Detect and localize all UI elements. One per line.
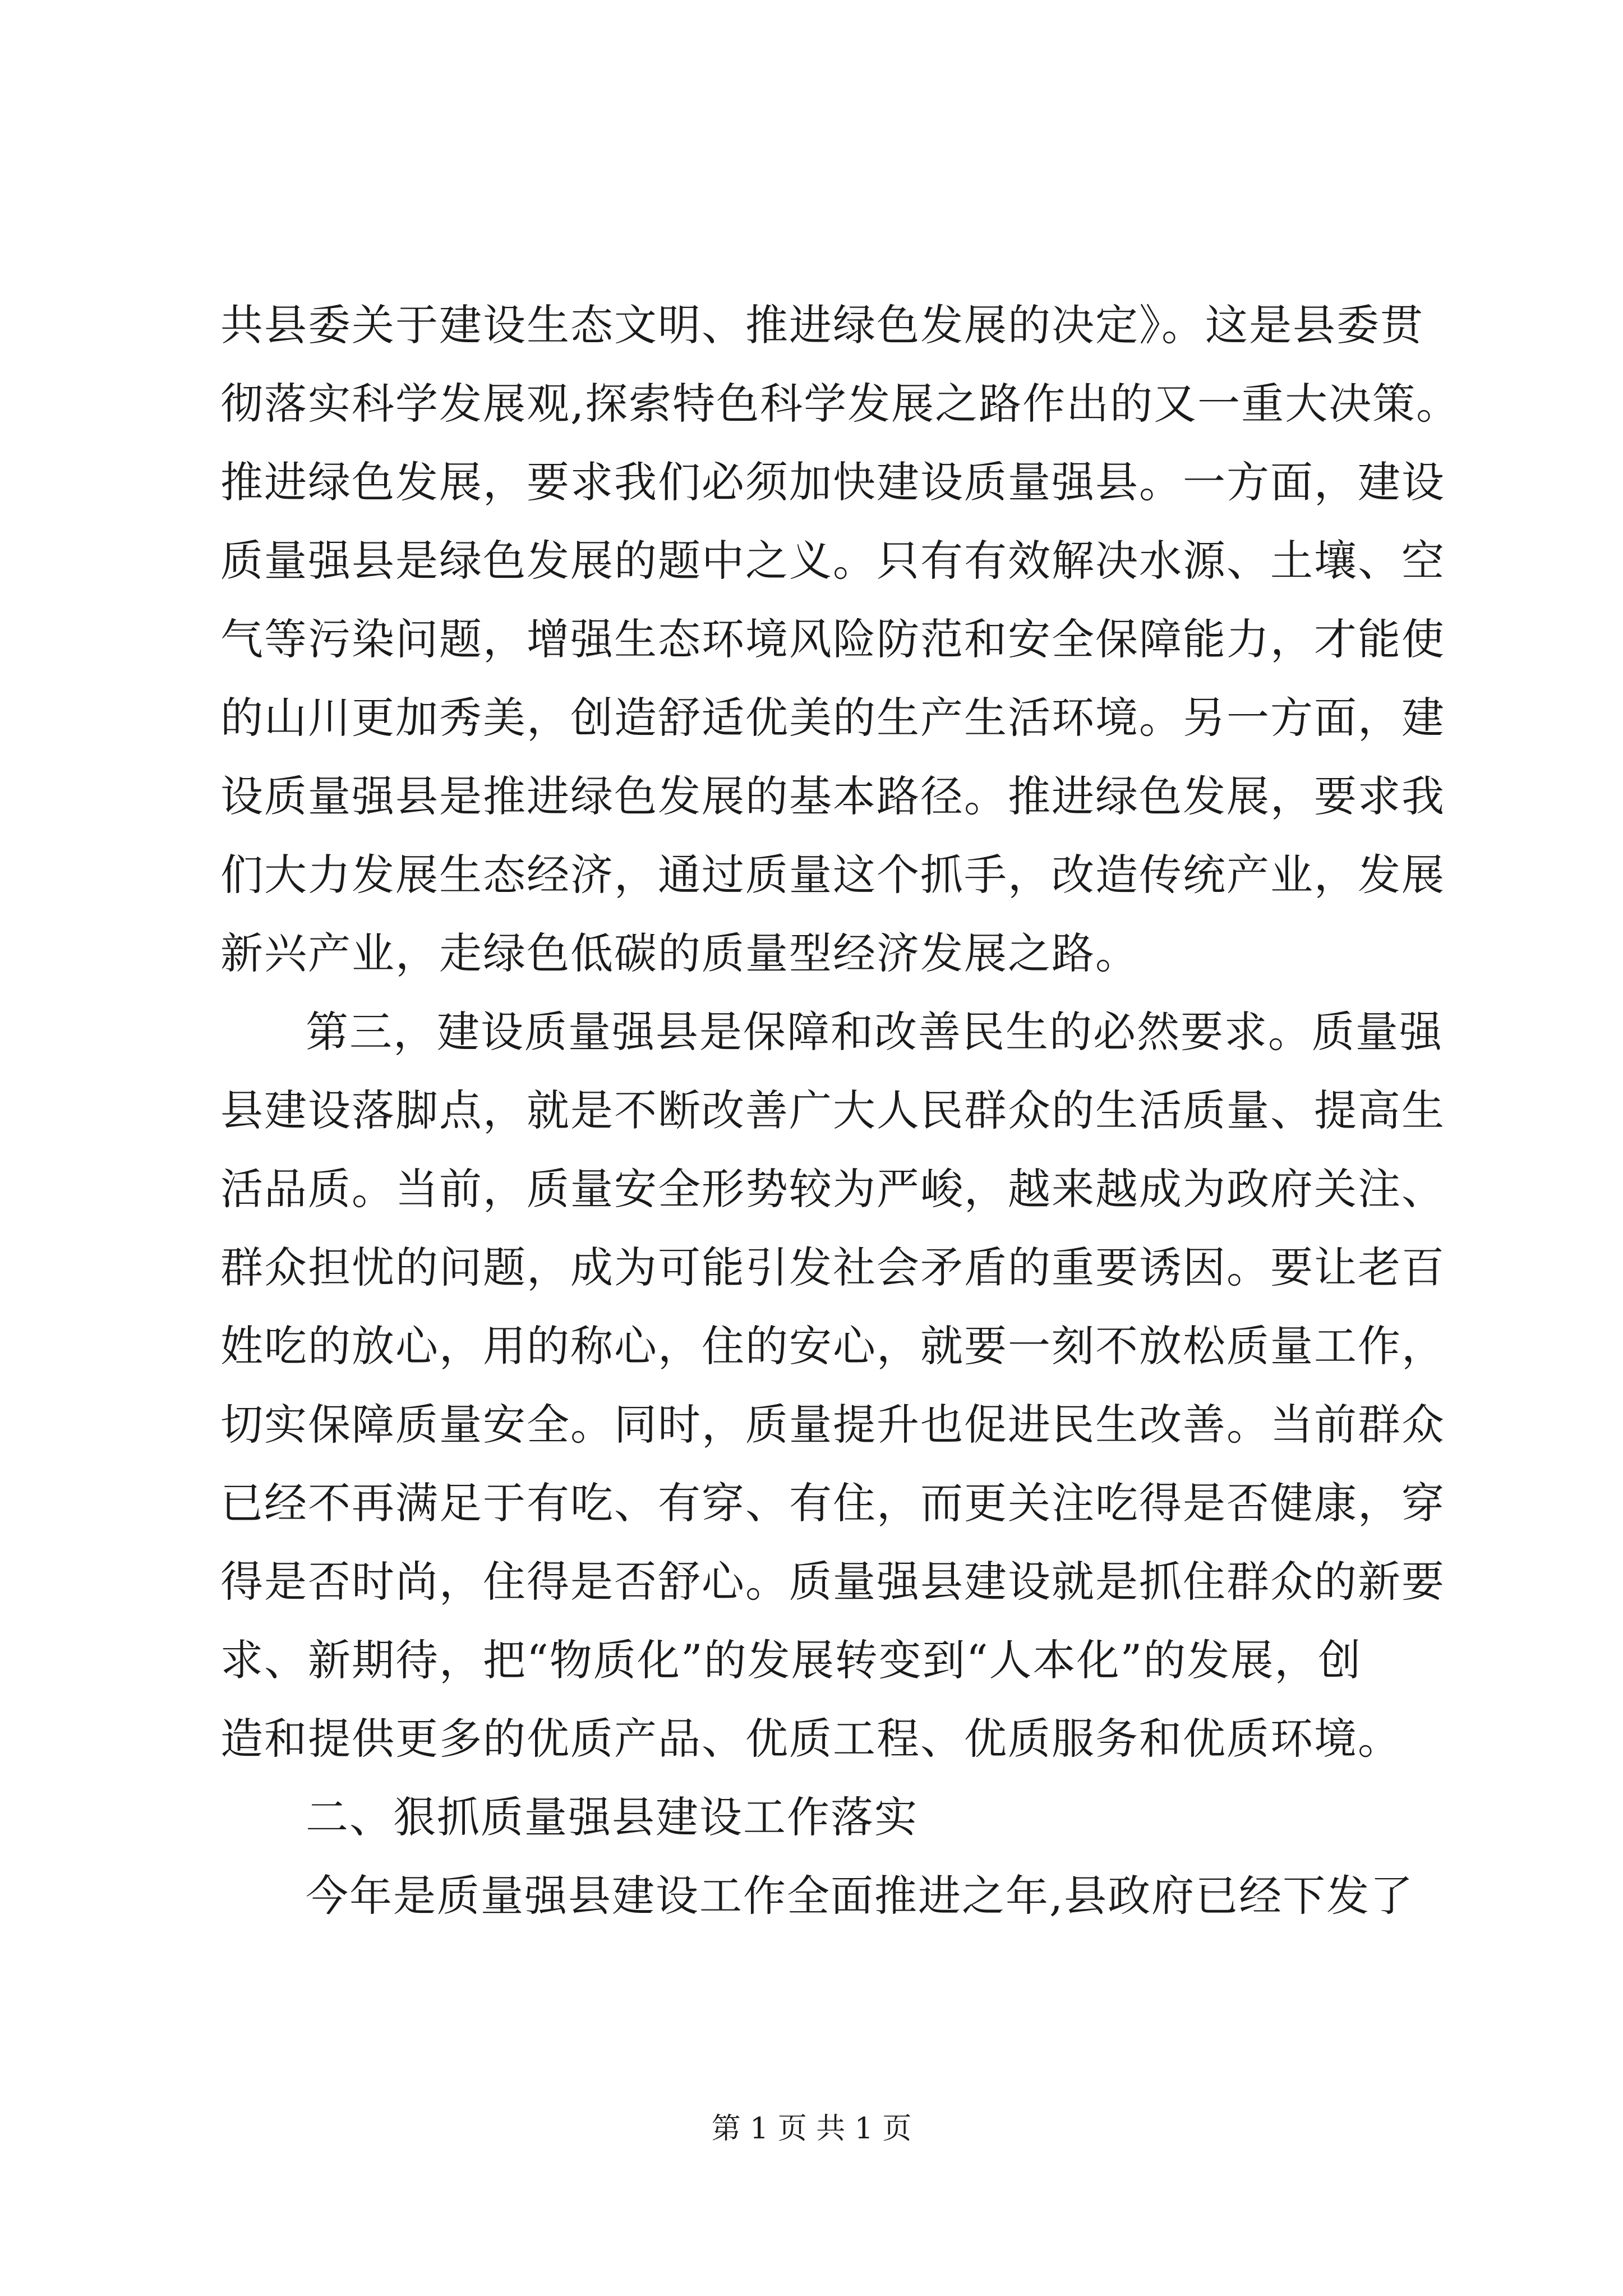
- section-heading: 二、狠抓质量强县建设工作落实: [306, 1792, 918, 1842]
- text-line: 姓吃的放心，用的称心，住的安心，就要一刻不放松质量工作，: [220, 1321, 1445, 1371]
- text-line: 质量强县是绿色发展的题中之义。只有有效解决水源、土壤、空: [220, 536, 1445, 586]
- text-line: 活品质。当前，质量安全形势较为严峻，越来越成为政府关注、: [220, 1164, 1445, 1214]
- text-line: 的山川更加秀美，创造舒适优美的生产生活环境。另一方面，建: [220, 693, 1445, 743]
- text-line: 气等污染问题，增强生态环境风险防范和安全保障能力，才能使: [220, 614, 1445, 664]
- text-line: 们大力发展生态经济，通过质量这个抓手，改造传统产业，发展: [220, 850, 1445, 900]
- text-line: 县建设落脚点，就是不断改善广大人民群众的生活质量、提高生: [220, 1085, 1445, 1135]
- text-line: 设质量强县是推进绿色发展的基本路径。推进绿色发展，要求我: [220, 771, 1445, 821]
- text-line: 彻落实科学发展观,探索特色科学发展之路作出的又一重大决策。: [220, 379, 1460, 429]
- text-line: 切实保障质量安全。同时，质量提升也促进民生改善。当前群众: [220, 1400, 1445, 1450]
- paragraph-first-line: 今年是质量强县建设工作全面推进之年,县政府已经下发了: [306, 1871, 1414, 1921]
- text-line: 共县委关于建设生态文明、推进绿色发展的决定》。这是县委贯: [220, 300, 1424, 350]
- text-line: 造和提供更多的优质产品、优质工程、优质服务和优质环境。: [220, 1714, 1401, 1764]
- page-footer: 第 1 页 共 1 页: [711, 2112, 912, 2146]
- text-line: 得是否时尚，住得是否舒心。质量强县建设就是抓住群众的新要: [220, 1557, 1445, 1607]
- paragraph-first-line: 第三，建设质量强县是保障和改善民生的必然要求。质量强: [306, 1007, 1443, 1057]
- text-line: 求、新期待，把“物质化”的发展转变到“人本化”的发展，创: [220, 1635, 1362, 1685]
- text-line: 群众担忧的问题，成为可能引发社会矛盾的重要诱因。要让老百: [220, 1243, 1445, 1292]
- text-line: 推进绿色发展，要求我们必须加快建设质量强县。一方面，建设: [220, 457, 1445, 507]
- text-line: 新兴产业，走绿色低碳的质量型经济发展之路。: [220, 928, 1139, 978]
- text-line: 已经不再满足于有吃、有穿、有住，而更关注吃得是否健康，穿: [220, 1478, 1445, 1528]
